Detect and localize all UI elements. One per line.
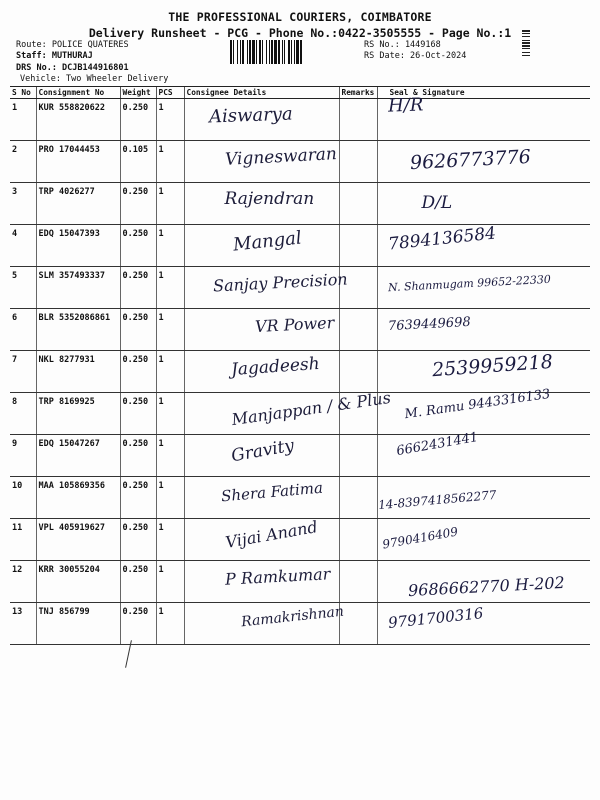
consignee-handwriting: Mangal — [231, 227, 303, 256]
table-row — [10, 183, 590, 225]
cell-remarks — [339, 351, 377, 393]
signature-handwriting: M. Ramu 9443316133 — [403, 386, 551, 423]
cell-sno: 9 — [10, 435, 36, 477]
signature-handwriting: 7894136584 — [386, 223, 497, 255]
cell-pcs: 1 — [156, 603, 184, 645]
cell-sno: 12 — [10, 561, 36, 603]
cell-sno: 10 — [10, 477, 36, 519]
signature-handwriting: 9626773776 — [409, 145, 531, 175]
consignee-handwriting: P Ramkumar — [224, 564, 331, 589]
cell-remarks — [339, 267, 377, 309]
cell-consignee — [184, 477, 339, 519]
signature-handwriting: 7639449698 — [387, 314, 471, 335]
cell-weight: 0.250 — [120, 309, 156, 351]
drs-label: DRS No.: DCJB144916801 — [16, 63, 129, 73]
cell-pcs: 1 — [156, 477, 184, 519]
col-sno: S No — [10, 87, 36, 99]
cell-consignee — [184, 435, 339, 477]
col-remarks: Remarks — [339, 87, 377, 99]
table-row — [10, 435, 590, 477]
cell-weight: 0.250 — [120, 435, 156, 477]
consignee-handwriting: Ramakrishnan — [239, 603, 345, 631]
cell-signature — [377, 386, 590, 435]
staff-label: Staff: MUTHURAJ — [16, 51, 93, 61]
table-row — [10, 393, 590, 435]
cell-remarks — [339, 225, 377, 267]
col-seal: Seal & Signature — [377, 87, 590, 99]
cell-signature — [377, 429, 590, 477]
cell-pcs: 1 — [156, 225, 184, 267]
cell-weight: 0.250 — [120, 99, 156, 141]
signature-handwriting: 14-8397418562277 — [377, 487, 497, 513]
cell-weight: 0.250 — [120, 477, 156, 519]
cell-sno: 2 — [10, 141, 36, 183]
cell-weight: 0.250 — [120, 603, 156, 645]
cell-consignment: EDQ 15047393 — [36, 225, 120, 267]
signature-handwriting: 9791700316 — [386, 604, 484, 632]
cell-consignee — [184, 387, 392, 435]
cell-weight: 0.105 — [120, 141, 156, 183]
cell-signature — [377, 94, 590, 141]
rs-date: RS Date: 26-Oct-2024 — [364, 51, 467, 61]
cell-consignment: PRO 17044453 — [36, 141, 120, 183]
cell-pcs: 1 — [156, 141, 184, 183]
cell-weight: 0.250 — [120, 519, 156, 561]
consignee-handwriting: Manjappan / & Plus — [229, 387, 392, 430]
cell-pcs: 1 — [156, 435, 184, 477]
cell-pcs: 1 — [156, 267, 184, 309]
cell-sno: 7 — [10, 351, 36, 393]
consignee-handwriting: Vigneswaran — [224, 144, 337, 170]
cell-consignee — [184, 183, 339, 225]
cell-pcs: 1 — [156, 519, 184, 561]
cell-remarks — [339, 477, 377, 519]
consignee-handwriting: VR Power — [254, 312, 335, 337]
cell-signature — [377, 225, 590, 267]
cell-consignment: TRP 8169925 — [36, 393, 120, 435]
col-weight: Weight — [120, 87, 156, 99]
cell-signature — [377, 519, 590, 561]
cell-pcs: 1 — [156, 351, 184, 393]
cell-consignment: MAA 105869356 — [36, 477, 120, 519]
col-details: Consignee Details — [184, 87, 339, 99]
cell-consignee — [184, 351, 339, 393]
cell-pcs: 1 — [156, 183, 184, 225]
cell-sno: 13 — [10, 603, 36, 645]
cell-consignee — [184, 603, 345, 645]
signature-handwriting: D/L — [421, 193, 453, 213]
cell-signature — [377, 561, 590, 603]
signature-handwriting: 2539959218 — [430, 350, 554, 382]
cell-consignee — [184, 225, 339, 267]
cell-consignment: VPL 405919627 — [36, 519, 120, 561]
cell-consignee — [184, 561, 339, 603]
col-consignment: Consignment No — [36, 87, 120, 99]
cell-weight: 0.250 — [120, 225, 156, 267]
signature-handwriting: N. Shanmugam 99652-22330 — [387, 272, 551, 295]
cell-consignee — [184, 309, 339, 351]
cell-sno: 11 — [10, 519, 36, 561]
table-row — [10, 477, 590, 519]
table-row — [10, 351, 590, 393]
cell-signature — [377, 603, 590, 645]
cell-weight: 0.250 — [120, 351, 156, 393]
table-row — [10, 561, 590, 603]
cell-pcs: 1 — [156, 309, 184, 351]
table-row — [10, 99, 590, 141]
rs-number: RS No.: 1449168 — [364, 40, 441, 50]
cell-sno: 8 — [10, 393, 36, 435]
cell-consignment: NKL 8277931 — [36, 351, 120, 393]
consignee-handwriting: Gravity — [229, 435, 296, 467]
cell-weight: 0.250 — [120, 267, 156, 309]
cell-signature — [377, 183, 590, 225]
cell-remarks — [339, 393, 377, 435]
table-row — [10, 603, 590, 645]
cell-signature — [377, 351, 590, 393]
vehicle-label: Vehicle: Two Wheeler Delivery — [20, 74, 169, 84]
cell-consignment: SLM 357493337 — [36, 267, 120, 309]
runsheet-title: Delivery Runsheet - PCG - Phone No.:0422-3505555 - Page No.:1 — [88, 26, 512, 40]
consignee-handwriting: Jagadeesh — [229, 353, 320, 381]
cell-consignment: TNJ 856799 — [36, 603, 120, 645]
cell-consignment: KRR 30055204 — [36, 561, 120, 603]
table-row — [10, 309, 590, 351]
runsheet-table — [10, 86, 590, 645]
cell-remarks — [339, 519, 377, 561]
cell-signature — [377, 141, 590, 183]
cell-pcs: 1 — [156, 99, 184, 141]
consignee-handwriting: Sanjay Precision — [212, 269, 348, 296]
cell-pcs: 1 — [156, 393, 184, 435]
cell-remarks — [339, 99, 377, 141]
consignee-handwriting: Shera Fatima — [219, 478, 324, 506]
consignee-handwriting: Rajendran — [224, 189, 315, 209]
signature-handwriting: 9686662770 H-202 — [407, 572, 565, 601]
table-row — [10, 519, 590, 561]
cell-remarks — [339, 309, 377, 351]
cell-remarks — [339, 183, 377, 225]
signature-handwriting: 9790416409 — [380, 524, 459, 552]
cell-remarks — [339, 561, 377, 603]
cell-sno: 5 — [10, 267, 36, 309]
cell-consignment: BLR 5352086861 — [36, 309, 120, 351]
cell-consignee — [184, 99, 339, 141]
signature-handwriting: H/R — [387, 94, 424, 117]
cell-consignment: KUR 558820622 — [36, 99, 120, 141]
table-row — [10, 267, 590, 309]
consignee-handwriting: Aiswarya — [208, 103, 293, 128]
cell-consignee — [184, 519, 339, 561]
cell-consignee — [184, 267, 348, 309]
cell-signature — [377, 309, 590, 351]
cell-consignee — [184, 141, 339, 183]
cell-signature — [377, 267, 590, 309]
drs-barcode — [230, 40, 354, 64]
col-pcs: PCS — [156, 87, 184, 99]
cell-sno: 1 — [10, 99, 36, 141]
cell-sno: 6 — [10, 309, 36, 351]
cell-sno: 3 — [10, 183, 36, 225]
table-row — [10, 225, 590, 267]
consignee-handwriting: Vijai Anand — [223, 517, 319, 552]
cell-weight: 0.250 — [120, 561, 156, 603]
table-row — [10, 141, 590, 183]
cell-signature — [377, 477, 590, 519]
cell-consignment: EDQ 15047267 — [36, 435, 120, 477]
cell-consignment: TRP 4026277 — [36, 183, 120, 225]
cell-sno: 4 — [10, 225, 36, 267]
company-title: THE PROFESSIONAL COURIERS, COIMBATORE — [168, 10, 432, 24]
cell-weight: 0.250 — [120, 183, 156, 225]
table-header-row — [10, 87, 590, 99]
side-barcode — [522, 30, 530, 62]
cell-pcs: 1 — [156, 561, 184, 603]
cell-remarks — [339, 603, 377, 645]
route-label: Route: POLICE QUATERES — [16, 40, 129, 50]
cell-remarks — [339, 141, 377, 183]
cell-weight: 0.250 — [120, 393, 156, 435]
cell-remarks — [339, 435, 377, 477]
signature-handwriting: 6662431441 — [394, 429, 479, 460]
